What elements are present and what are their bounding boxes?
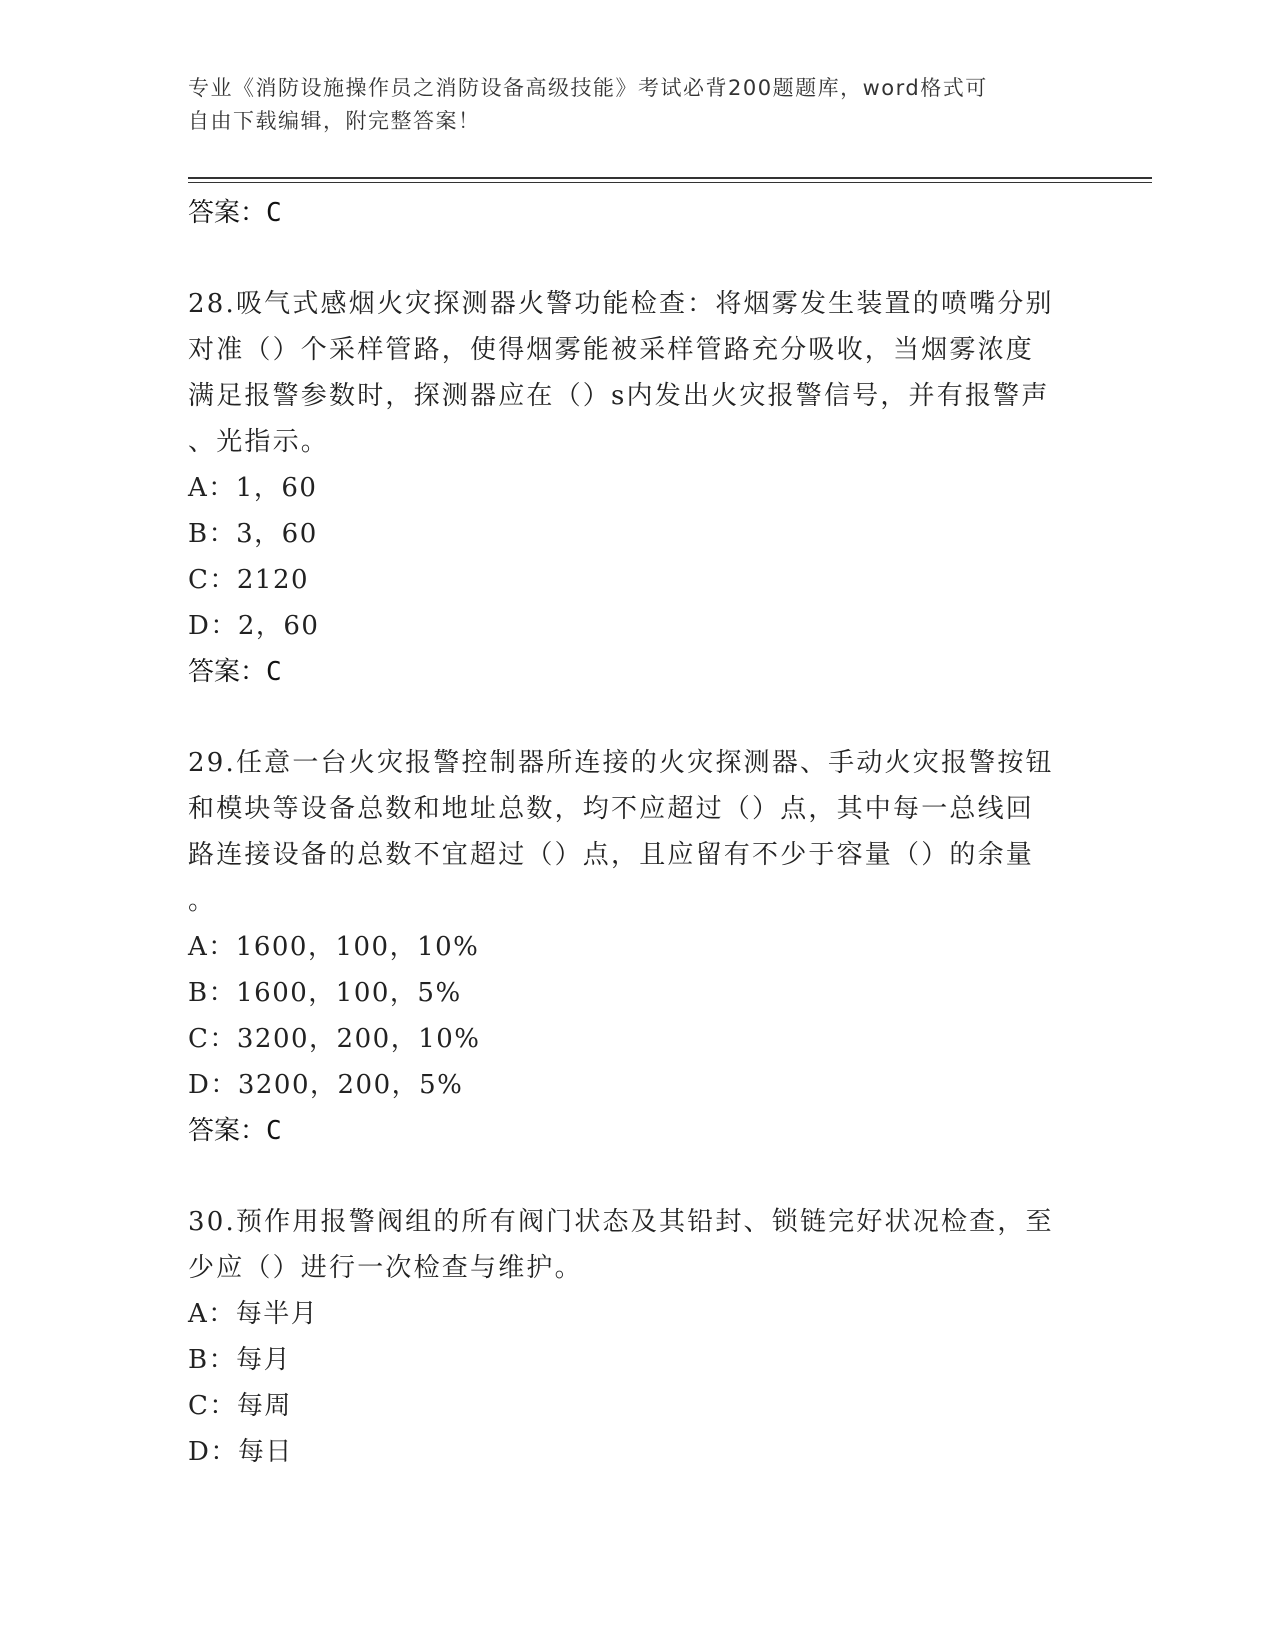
option-b: B：1600，100，5% — [188, 978, 462, 1008]
document-content — [188, 190, 1088, 1475]
question-text — [188, 1199, 1088, 1291]
question-line: 。 — [188, 886, 217, 916]
option-d: D：2，60 — [188, 611, 320, 641]
option-a: A：1，60 — [188, 473, 318, 503]
answer-label: 答案：C — [188, 198, 282, 228]
option-a: A：每半月 — [188, 1299, 319, 1329]
answer-label: 答案：C — [188, 1116, 282, 1146]
option-b: B：每月 — [188, 1345, 292, 1375]
question-block — [188, 281, 1088, 695]
question-line: 29.任意一台火灾报警控制器所连接的火灾探测器、手动火灾报警按钮 — [188, 748, 1054, 778]
header-rule — [188, 177, 1152, 179]
question-text — [188, 740, 1088, 924]
question-line: 28.吸气式感烟火灾探测器火警功能检查：将烟雾发生装置的喷嘴分别 — [188, 289, 1054, 319]
question-line: 路连接设备的总数不宜超过（）点，且应留有不少于容量（）的余量 — [188, 840, 1035, 870]
header-line: 自由下载编辑，附完整答案！ — [188, 109, 481, 133]
question-block — [188, 740, 1088, 1154]
answer-label: 答案：C — [188, 657, 282, 687]
option-d: D：3200，200，5% — [188, 1070, 464, 1100]
header-rule-thin — [188, 182, 1152, 183]
question-block — [188, 1199, 1088, 1475]
option-c: C：3200，200，10% — [188, 1024, 481, 1054]
question-line: 对准（）个采样管路，使得烟雾能被采样管路充分吸收，当烟雾浓度 — [188, 335, 1035, 365]
option-c: C：2120 — [188, 565, 310, 595]
question-line: 少应（）进行一次检查与维护。 — [188, 1253, 583, 1283]
header-line: 专业《消防设施操作员之消防设备高级技能》考试必背200题题库，word格式可 — [188, 76, 988, 100]
question-line: 满足报警参数时，探测器应在（）s内发出火灾报警信号，并有报警声 — [188, 381, 1050, 411]
question-text — [188, 281, 1088, 465]
option-b: B：3，60 — [188, 519, 318, 549]
question-line: 30.预作用报警阀组的所有阀门状态及其铅封、锁链完好状况检查，至 — [188, 1207, 1054, 1237]
option-c: C：每周 — [188, 1391, 292, 1421]
question-line: 、光指示。 — [188, 427, 330, 457]
option-a: A：1600，100，10% — [188, 932, 480, 962]
option-d: D：每日 — [188, 1437, 293, 1467]
question-line: 和模块等设备总数和地址总数，均不应超过（）点，其中每一总线回 — [188, 794, 1035, 824]
document-header — [188, 72, 1088, 138]
